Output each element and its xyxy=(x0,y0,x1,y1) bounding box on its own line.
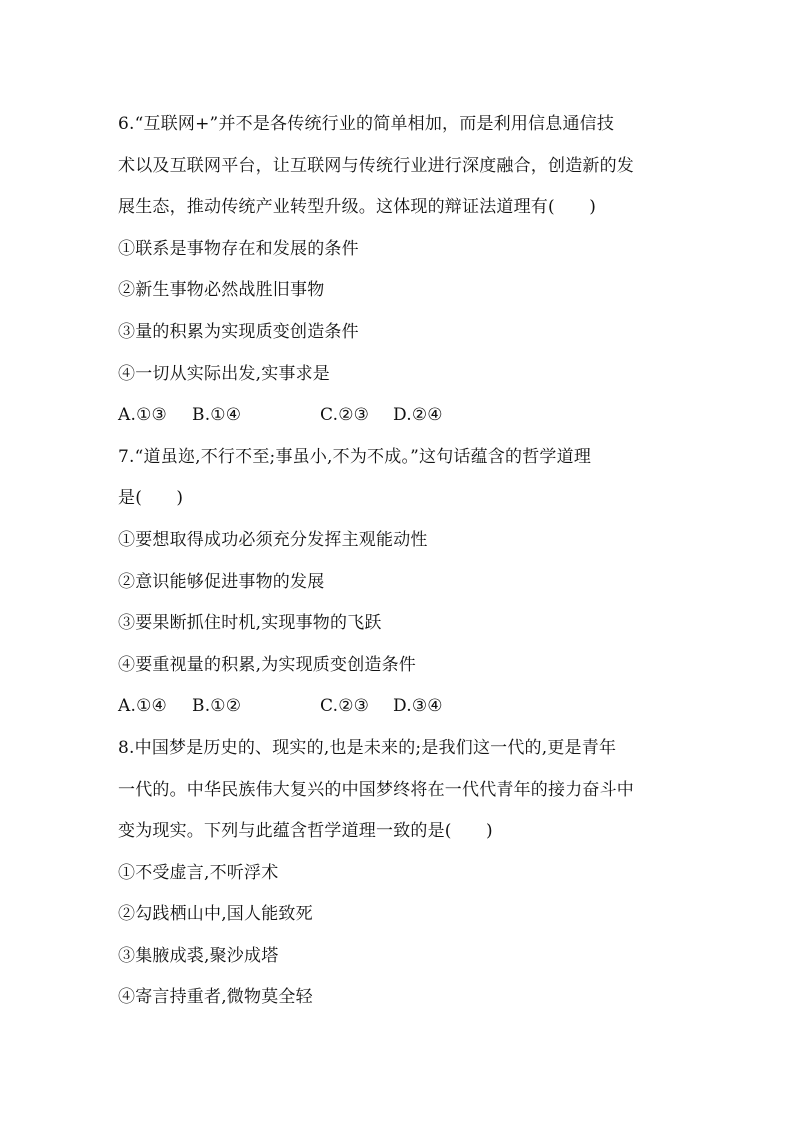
question-8-stem-line-1: 8.中国梦是历史的、现实的,也是未来的;是我们这一代的,更是青年 xyxy=(118,737,617,758)
question-6-statement-1: ①联系是事物存在和发展的条件 xyxy=(118,238,359,259)
question-7-statement-4: ④要重视量的积累,为实现质变创造条件 xyxy=(118,654,417,675)
question-8-statement-2: ②勾践栖山中,国人能致死 xyxy=(118,904,313,925)
question-7-statement-3: ③要果断抓住时机,实现事物的飞跃 xyxy=(118,613,382,634)
question-6-option-d: D.②④ xyxy=(393,405,443,426)
question-7-option-b: B.①② xyxy=(192,696,242,717)
question-6-option-c: C.②③ xyxy=(320,405,370,426)
question-7 xyxy=(118,437,698,728)
question-7-stem-line-2: 是( ) xyxy=(118,488,184,509)
question-7-option-d: D.③④ xyxy=(393,696,443,717)
question-8-statement-4: ④寄言持重者,微物莫全轻 xyxy=(118,987,313,1008)
question-7-stem-line-1: 7.“道虽迩,不行不至;事虽小,不为不成。”这句话蕴含的哲学道理 xyxy=(118,446,592,467)
question-8-statement-1: ①不受虚言,不听浮术 xyxy=(118,862,279,883)
question-6-option-b: B.①④ xyxy=(192,405,242,426)
exam-page xyxy=(118,104,698,1019)
question-7-options xyxy=(118,686,698,728)
question-6-options xyxy=(118,395,698,437)
question-8-stem-line-3: 变为现实。下列与此蕴含哲学道理一致的是( ) xyxy=(118,821,493,842)
question-7-option-c: C.②③ xyxy=(320,696,370,717)
question-6-stem-line-2: 术以及互联网平台，让互联网与传统行业进行深度融合，创造新的发 xyxy=(118,155,634,176)
question-6 xyxy=(118,104,698,437)
question-6-stem-line-3: 展生态，推动传统产业转型升级。这体现的辩证法道理有( ) xyxy=(118,197,597,218)
question-7-statement-1: ①要想取得成功必须充分发挥主观能动性 xyxy=(118,529,428,550)
question-6-stem-line-1: 6.“互联网+”并不是各传统行业的简单相加，而是利用信息通信技 xyxy=(118,114,615,134)
question-6-option-a: A.①③ xyxy=(118,405,167,426)
question-7-option-a: A.①④ xyxy=(118,696,167,717)
question-8-stem-line-2: 一代的。中华民族伟大复兴的中国梦终将在一代代青年的接力奋斗中 xyxy=(118,779,634,800)
question-8 xyxy=(118,728,698,1019)
question-6-statement-2: ②新生事物必然战胜旧事物 xyxy=(118,280,325,301)
question-6-statement-3: ③量的积累为实现质变创造条件 xyxy=(118,321,359,342)
question-8-statement-3: ③集腋成裘,聚沙成塔 xyxy=(118,945,279,966)
question-7-statement-2: ②意识能够促进事物的发展 xyxy=(118,571,325,592)
question-6-statement-4: ④一切从实际出发,实事求是 xyxy=(118,363,331,384)
